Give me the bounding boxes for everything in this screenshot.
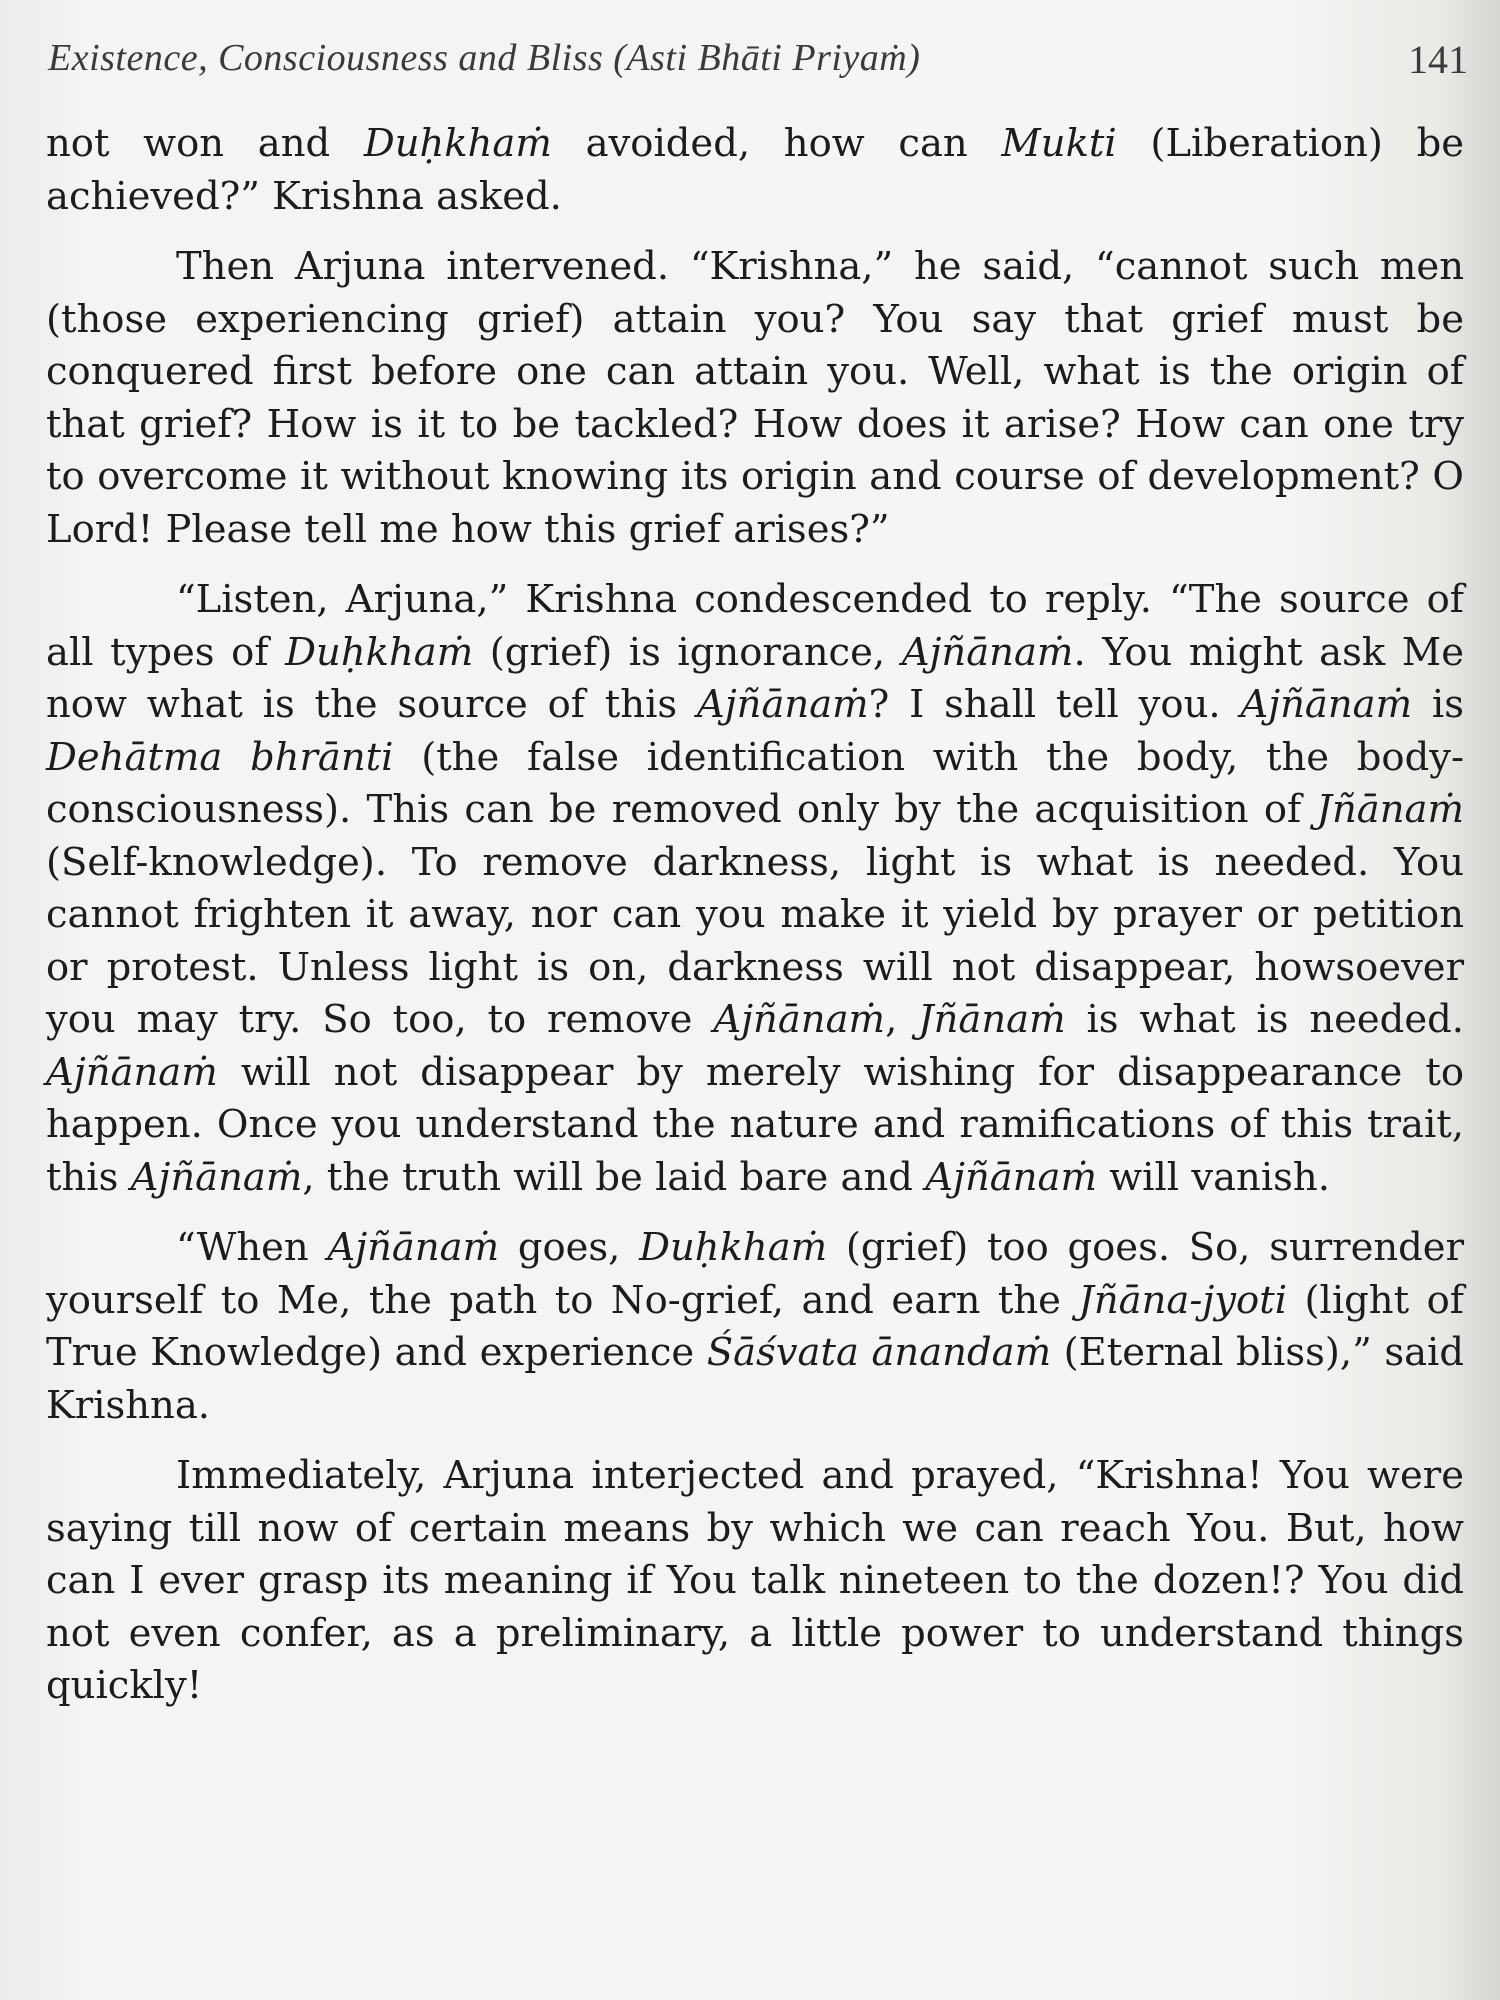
italic-term: Jñānaṁ xyxy=(918,997,1066,1042)
text-run: Then Arjuna intervened. “Krishna,” he said, “cannot such men (those experiencing grief) attain you? You say that grief must be conquered first before one can attain you. Well, what is the origin of that grief? How is it to be tackled? How does it arise? How can one try to overcome it without knowing its origin and course of development? O Lord! Please tell me how this grief arises?” xyxy=(46,244,1464,552)
text-run: , the truth will be laid bare and xyxy=(302,1154,926,1200)
paragraph xyxy=(46,574,1464,1204)
italic-term: Mukti xyxy=(1001,121,1117,166)
italic-term: Śāśvata ānandaṁ xyxy=(706,1330,1052,1375)
text-run: is xyxy=(1412,682,1464,727)
italic-term: Duḥkhaṁ xyxy=(363,121,552,166)
paragraph xyxy=(46,241,1464,556)
italic-term: Ajñānaṁ xyxy=(901,629,1074,675)
italic-term: Ajñānaṁ xyxy=(925,1154,1097,1200)
text-run: will vanish. xyxy=(1096,1154,1330,1200)
text-run: “Listen, Arjuna,” Krishna condescended to reply. “The source of all types of xyxy=(46,577,1464,675)
italic-term: Ajñānaṁ xyxy=(46,1049,218,1095)
page-number: 141 xyxy=(1408,37,1468,82)
italic-term: Ajñānaṁ xyxy=(713,997,886,1042)
text-run: (the false identification with the body, the body-consciousness). This can be removed only by the acquisition of xyxy=(46,734,1464,832)
paragraph xyxy=(46,1450,1464,1713)
italic-term: Jñāna-jyoti xyxy=(1078,1277,1288,1323)
italic-term: Duḥkhaṁ xyxy=(285,629,474,675)
italic-term: Ajñānaṁ xyxy=(696,682,869,727)
text-run: goes, xyxy=(499,1225,640,1270)
running-title: Existence, Consciousness and Bliss (Asti Bhāti Priyaṁ) xyxy=(48,37,921,79)
body-text xyxy=(46,118,1464,1731)
text-run: , xyxy=(885,997,919,1042)
paragraph xyxy=(46,118,1464,223)
text-run: ? I shall tell you. xyxy=(868,682,1241,727)
text-run: (Self-knowledge). To remove darkness, light is what is needed. You cannot frighten it away, nor can you make it yield by prayer or petition or protest. Unless light is on, darkness will not disappear, howsoever you may try. So too, to remove xyxy=(46,839,1464,1042)
text-run: (Liberation) be achieved?” Krishna asked. xyxy=(46,121,1465,219)
text-run: is what is needed. xyxy=(1065,997,1464,1042)
text-run: Immediately, Arjuna interjected and prayed, “Krishna! You were saying till now of certain means by which we can reach You. But, how can I ever grasp its meaning if You talk nineteen to the dozen!? You did not even confer, as a preliminary, a little power to understand things quickly! xyxy=(46,1453,1464,1708)
italic-term: Ajñānaṁ xyxy=(130,1154,303,1200)
text-run: “When xyxy=(176,1225,328,1270)
text-run: avoided, how can xyxy=(551,121,1002,166)
text-run: (grief) too goes. So, surrender yourself to Me, the path to No-grief, and earn the xyxy=(46,1225,1464,1323)
text-run: . You might ask Me now what is the source of this xyxy=(46,629,1464,727)
text-run: (light of True Knowledge) and experience xyxy=(46,1277,1465,1375)
paragraph xyxy=(46,1222,1464,1432)
italic-term: Jñānaṁ xyxy=(1316,787,1464,832)
running-head xyxy=(48,28,1468,98)
italic-term: Duḥkhaṁ xyxy=(639,1225,828,1270)
text-run: (grief) is ignorance, xyxy=(473,629,902,675)
italic-term: Ajñānaṁ xyxy=(1240,682,1413,727)
text-run: not won and xyxy=(46,121,364,166)
text-run: will not disappear by merely wishing for disappearance to happen. Once you understand the nature and ramifications of this trait, this xyxy=(46,1049,1464,1200)
italic-term: Dehātma bhrānti xyxy=(46,734,394,780)
text-run: (Eternal bliss),” said Krishna. xyxy=(46,1330,1464,1428)
italic-term: Ajñānaṁ xyxy=(327,1225,500,1270)
